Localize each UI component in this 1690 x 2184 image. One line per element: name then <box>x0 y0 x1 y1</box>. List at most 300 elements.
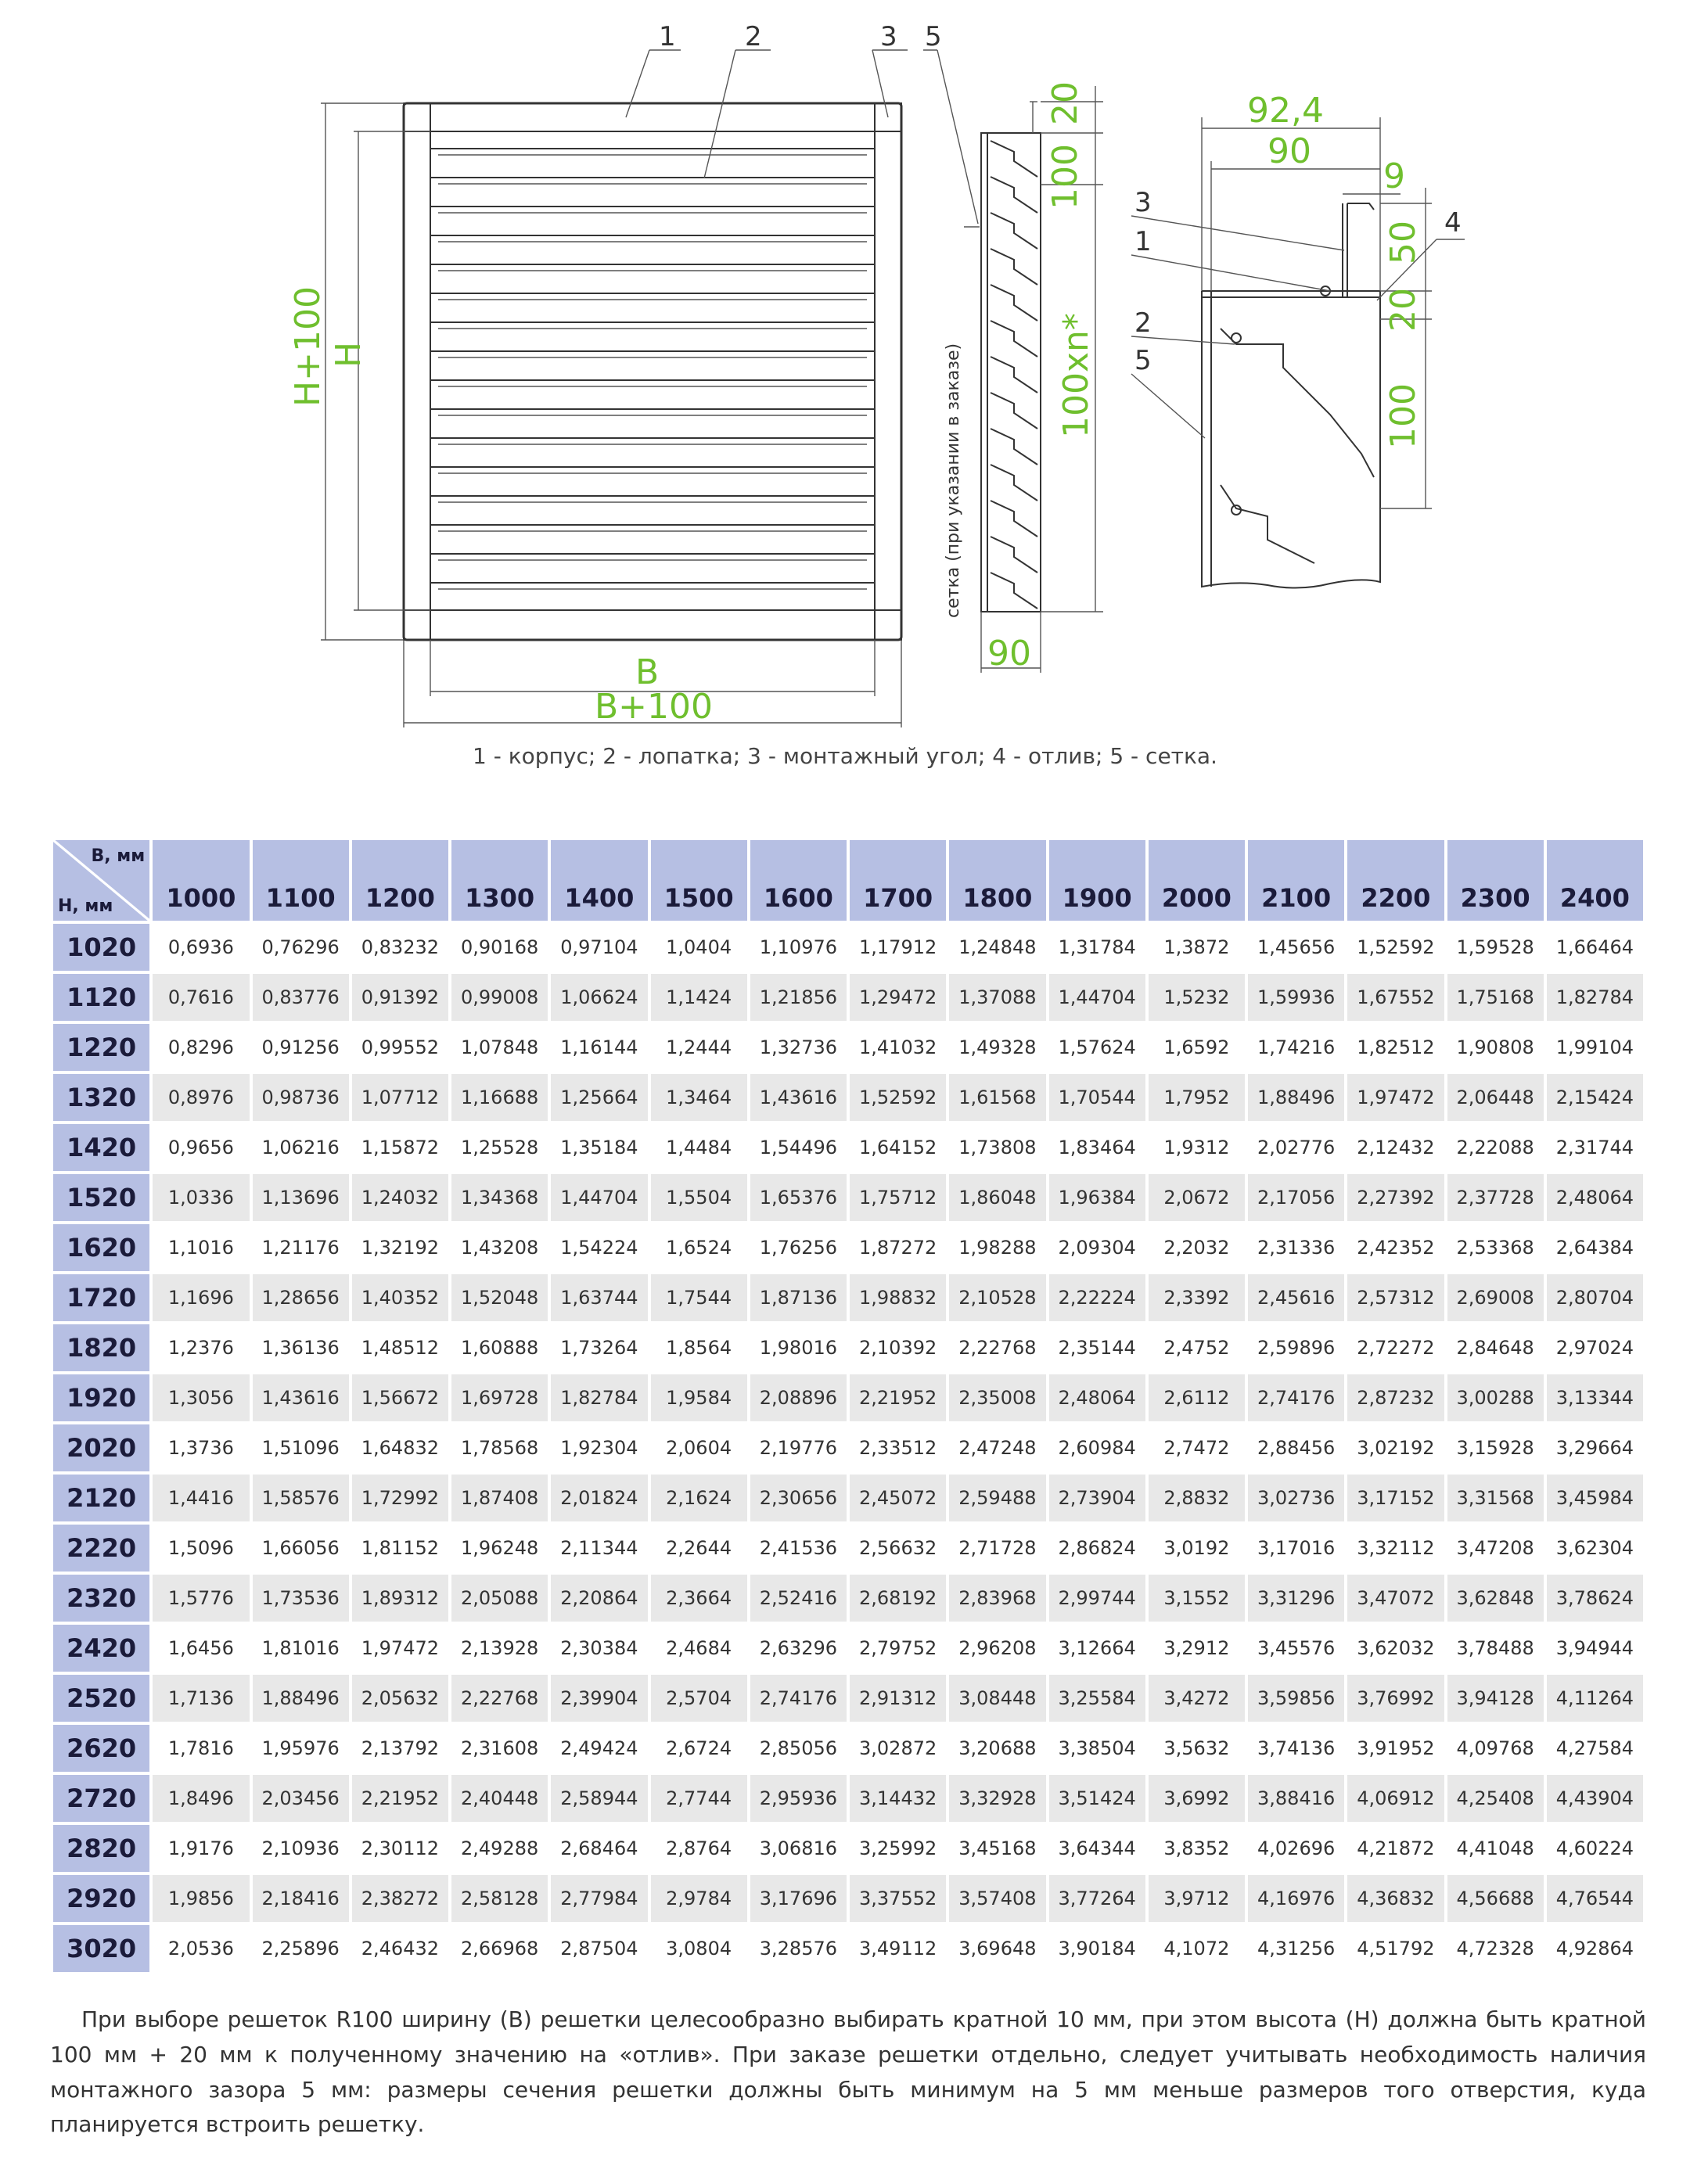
table-cell: 2,22768 <box>949 1324 1045 1371</box>
table-cell: 2,59896 <box>1248 1324 1344 1371</box>
table-cell: 4,31256 <box>1248 1925 1344 1972</box>
table-cell: 3,1552 <box>1149 1575 1245 1622</box>
table-cell: 3,2912 <box>1149 1625 1245 1672</box>
table-cell: 3,90184 <box>1049 1925 1145 1972</box>
table-cell: 1,86048 <box>949 1174 1045 1221</box>
table-cell: 3,12664 <box>1049 1625 1145 1672</box>
table-cell: 2,22224 <box>1049 1274 1145 1321</box>
table-cell: 1,88496 <box>253 1675 349 1722</box>
table-cell: 2,84648 <box>1447 1324 1544 1371</box>
table-row <box>53 1675 1643 1722</box>
table-cell: 4,21872 <box>1347 1825 1444 1872</box>
table-cell: 1,06216 <box>253 1124 349 1171</box>
table-cell: 1,73536 <box>253 1575 349 1622</box>
row-header-h: 1220 <box>53 1024 149 1071</box>
table-cell: 4,41048 <box>1447 1825 1544 1872</box>
table-cell: 3,28576 <box>750 1925 847 1972</box>
table-cell: 3,62304 <box>1547 1525 1643 1572</box>
table-cell: 1,40352 <box>352 1274 448 1321</box>
table-cell: 3,62032 <box>1347 1625 1444 1672</box>
table-cell: 3,4272 <box>1149 1675 1245 1722</box>
dim-b-inner: B <box>635 652 660 692</box>
table-row <box>53 1925 1643 1972</box>
table-cell: 2,3392 <box>1149 1274 1245 1321</box>
table-cell: 4,76544 <box>1547 1875 1643 1922</box>
table-row <box>53 1475 1643 1521</box>
table-cell: 2,13928 <box>451 1625 548 1672</box>
table-cell: 3,91952 <box>1347 1725 1444 1772</box>
detail-dim-90: 90 <box>1268 131 1311 171</box>
table-cell: 1,54224 <box>551 1224 647 1271</box>
table-cell: 4,06912 <box>1347 1775 1444 1822</box>
table-cell: 0,76296 <box>253 924 349 971</box>
table-cell: 2,15424 <box>1547 1074 1643 1121</box>
table-cell: 2,83968 <box>949 1575 1045 1622</box>
column-header-b: 1500 <box>651 840 747 921</box>
table-cell: 2,05632 <box>352 1675 448 1722</box>
table-cell: 2,0604 <box>651 1424 747 1471</box>
detail-callout-2: 2 <box>1134 307 1152 339</box>
table-cell: 2,2032 <box>1149 1224 1245 1271</box>
table-cell: 1,57624 <box>1049 1024 1145 1071</box>
detail-dim-100: 100 <box>1383 383 1423 449</box>
table-cell: 2,74176 <box>1248 1374 1344 1421</box>
corner-b-label: B, мм <box>91 846 146 866</box>
table-cell: 2,30384 <box>551 1625 647 1672</box>
row-header-h: 2620 <box>53 1725 149 1772</box>
table-cell: 2,18416 <box>253 1875 349 1922</box>
table-cell: 1,31784 <box>1049 924 1145 971</box>
table-cell: 1,21856 <box>750 974 847 1021</box>
table-row <box>53 1725 1643 1772</box>
row-header-h: 1620 <box>53 1224 149 1271</box>
table-cell: 2,19776 <box>750 1424 847 1471</box>
table-row <box>53 1024 1643 1071</box>
table-cell: 1,45656 <box>1248 924 1344 971</box>
table-cell: 1,52592 <box>850 1074 946 1121</box>
table-cell: 2,0672 <box>1149 1174 1245 1221</box>
table-cell: 2,48064 <box>1049 1374 1145 1421</box>
table-cell: 1,1016 <box>153 1224 249 1271</box>
table-cell: 4,72328 <box>1447 1925 1544 1972</box>
table-cell: 2,37728 <box>1447 1174 1544 1221</box>
row-header-h: 2220 <box>53 1525 149 1572</box>
table-cell: 2,10392 <box>850 1324 946 1371</box>
table-cell: 0,8296 <box>153 1024 249 1071</box>
table-cell: 2,7472 <box>1149 1424 1245 1471</box>
table-cell: 2,53368 <box>1447 1224 1544 1271</box>
column-header-b: 1000 <box>153 840 249 921</box>
table-cell: 2,31744 <box>1547 1124 1643 1171</box>
table-cell: 4,02696 <box>1248 1825 1344 1872</box>
column-header-b: 1300 <box>451 840 548 921</box>
table-cell: 1,10976 <box>750 924 847 971</box>
column-header-b: 1800 <box>949 840 1045 921</box>
table-cell: 1,5096 <box>153 1525 249 1572</box>
table-cell: 3,77264 <box>1049 1875 1145 1922</box>
table-cell: 3,32112 <box>1347 1525 1444 1572</box>
table-cell: 1,61568 <box>949 1074 1045 1121</box>
table-cell: 3,17696 <box>750 1875 847 1922</box>
table-cell: 2,7744 <box>651 1775 747 1822</box>
table-cell: 1,7816 <box>153 1725 249 1772</box>
table-cell: 2,6112 <box>1149 1374 1245 1421</box>
table-cell: 1,6524 <box>651 1224 747 1271</box>
detail-dim-20: 20 <box>1383 288 1423 332</box>
table-cell: 2,56632 <box>850 1525 946 1572</box>
table-cell: 2,25896 <box>253 1925 349 1972</box>
table-cell: 1,43616 <box>750 1074 847 1121</box>
table-cell: 2,20864 <box>551 1575 647 1622</box>
row-header-h: 2820 <box>53 1825 149 1872</box>
table-cell: 1,95976 <box>253 1725 349 1772</box>
table-cell: 1,2376 <box>153 1324 249 1371</box>
side-dim-20: 20 <box>1045 81 1085 125</box>
table-row <box>53 1525 1643 1572</box>
table-cell: 1,2444 <box>651 1024 747 1071</box>
table-cell: 1,32192 <box>352 1224 448 1271</box>
table-row <box>53 1274 1643 1321</box>
table-cell: 1,16688 <box>451 1074 548 1121</box>
table-cell: 1,24032 <box>352 1174 448 1221</box>
table-cell: 2,03456 <box>253 1775 349 1822</box>
table-cell: 1,4484 <box>651 1124 747 1171</box>
table-cell: 1,43208 <box>451 1224 548 1271</box>
table-cell: 3,25584 <box>1049 1675 1145 1722</box>
table-cell: 1,92304 <box>551 1424 647 1471</box>
row-header-h: 1420 <box>53 1124 149 1171</box>
table-cell: 1,73808 <box>949 1124 1045 1171</box>
table-cell: 2,45072 <box>850 1475 946 1521</box>
table-cell: 1,9312 <box>1149 1124 1245 1171</box>
side-dim-90: 90 <box>987 634 1031 674</box>
table-cell: 2,39904 <box>551 1675 647 1722</box>
side-dim-100n: 100xn* <box>1056 313 1096 438</box>
dim-h-outer: H+100 <box>288 286 328 407</box>
column-header-b: 1200 <box>352 840 448 921</box>
table-cell: 2,4752 <box>1149 1324 1245 1371</box>
table-cell: 1,29472 <box>850 974 946 1021</box>
table-cell: 0,9656 <box>153 1124 249 1171</box>
table-cell: 1,90808 <box>1447 1024 1544 1071</box>
table-cell: 1,98832 <box>850 1274 946 1321</box>
table-cell: 3,06816 <box>750 1825 847 1872</box>
table-cell: 2,60984 <box>1049 1424 1145 1471</box>
table-cell: 2,31336 <box>1248 1224 1344 1271</box>
column-header-b: 1900 <box>1049 840 1145 921</box>
table-cell: 2,12432 <box>1347 1124 1444 1171</box>
table-cell: 0,90168 <box>451 924 548 971</box>
table-row <box>53 1424 1643 1471</box>
table-cell: 2,72272 <box>1347 1324 1444 1371</box>
table-cell: 2,69008 <box>1447 1274 1544 1321</box>
table-cell: 1,3056 <box>153 1374 249 1421</box>
table-cell: 1,96384 <box>1049 1174 1145 1221</box>
table-cell: 4,60224 <box>1547 1825 1643 1872</box>
table-cell: 2,06448 <box>1447 1074 1544 1121</box>
table-cell: 1,7544 <box>651 1274 747 1321</box>
table-cell: 4,11264 <box>1547 1675 1643 1722</box>
table-cell: 2,40448 <box>451 1775 548 1822</box>
row-header-h: 3020 <box>53 1925 149 1972</box>
table-cell: 1,28656 <box>253 1274 349 1321</box>
table-cell: 3,94944 <box>1547 1625 1643 1672</box>
table-cell: 0,91392 <box>352 974 448 1021</box>
front-view <box>288 21 908 727</box>
table-cell: 0,83776 <box>253 974 349 1021</box>
table-cell: 2,9784 <box>651 1875 747 1922</box>
table-cell: 1,6456 <box>153 1625 249 1672</box>
table-cell: 0,99552 <box>352 1024 448 1071</box>
technical-drawing <box>0 0 1690 821</box>
column-header-b: 1100 <box>253 840 349 921</box>
row-header-h: 1820 <box>53 1324 149 1371</box>
row-header-h: 1020 <box>53 924 149 971</box>
table-cell: 1,1696 <box>153 1274 249 1321</box>
table-cell: 2,35008 <box>949 1374 1045 1421</box>
table-cell: 3,0804 <box>651 1925 747 1972</box>
table-cell: 0,91256 <box>253 1024 349 1071</box>
column-header-b: 2100 <box>1248 840 1344 921</box>
corner-h-label: H, мм <box>58 896 113 916</box>
drawing-legend: 1 - корпус; 2 - лопатка; 3 - монтажный угол; 4 - отлив; 5 - сетка. <box>473 743 1217 769</box>
table-cell: 0,8976 <box>153 1074 249 1121</box>
table-cell: 3,45168 <box>949 1825 1045 1872</box>
table-cell: 2,5704 <box>651 1675 747 1722</box>
table-cell: 1,25664 <box>551 1074 647 1121</box>
row-header-h: 2420 <box>53 1625 149 1672</box>
table-cell: 3,13344 <box>1547 1374 1643 1421</box>
column-header-b: 2200 <box>1347 840 1444 921</box>
row-header-h: 1720 <box>53 1274 149 1321</box>
table-cell: 1,4416 <box>153 1475 249 1521</box>
table-cell: 2,68192 <box>850 1575 946 1622</box>
table-row <box>53 1575 1643 1622</box>
table-cell: 2,71728 <box>949 1525 1045 1572</box>
table-cell: 4,56688 <box>1447 1875 1544 1922</box>
row-header-h: 2920 <box>53 1875 149 1922</box>
table-cell: 1,70544 <box>1049 1074 1145 1121</box>
column-header-b: 1400 <box>551 840 647 921</box>
table-cell: 1,72992 <box>352 1475 448 1521</box>
table-cell: 1,51096 <box>253 1424 349 1471</box>
table-cell: 1,3736 <box>153 1424 249 1471</box>
table-cell: 1,1424 <box>651 974 747 1021</box>
table-cell: 1,6592 <box>1149 1024 1245 1071</box>
table-cell: 2,38272 <box>352 1875 448 1922</box>
table-cell: 3,02736 <box>1248 1475 1344 1521</box>
table-cell: 2,85056 <box>750 1725 847 1772</box>
table-cell: 2,27392 <box>1347 1174 1444 1221</box>
table-cell: 1,54496 <box>750 1124 847 1171</box>
table-cell: 1,9856 <box>153 1875 249 1922</box>
table-cell: 1,35184 <box>551 1124 647 1171</box>
detail-callout-3: 3 <box>1134 187 1152 218</box>
table-cell: 2,47248 <box>949 1424 1045 1471</box>
section-callout-5: 5 <box>925 21 942 52</box>
detail-dim-92-4: 92,4 <box>1247 91 1324 131</box>
table-cell: 1,5776 <box>153 1575 249 1622</box>
table-cell: 1,25528 <box>451 1124 548 1171</box>
table-cell: 1,9584 <box>651 1374 747 1421</box>
table-cell: 3,9712 <box>1149 1875 1245 1922</box>
table-cell: 1,59528 <box>1447 924 1544 971</box>
detail-dim-50: 50 <box>1383 221 1423 264</box>
table-cell: 1,16144 <box>551 1024 647 1071</box>
table-cell: 2,41536 <box>750 1525 847 1572</box>
table-cell: 3,45984 <box>1547 1475 1643 1521</box>
table-cell: 1,8496 <box>153 1775 249 1822</box>
detail-callout-5: 5 <box>1134 345 1152 376</box>
table-cell: 3,78488 <box>1447 1625 1544 1672</box>
table-cell: 2,21952 <box>352 1775 448 1822</box>
table-cell: 3,31296 <box>1248 1575 1344 1622</box>
table-cell: 2,0536 <box>153 1925 249 1972</box>
table-cell: 3,02872 <box>850 1725 946 1772</box>
table-cell: 2,96208 <box>949 1625 1045 1672</box>
table-cell: 1,63744 <box>551 1274 647 1321</box>
table-row <box>53 1825 1643 1872</box>
table-cell: 2,11344 <box>551 1525 647 1572</box>
table-cell: 1,8564 <box>651 1324 747 1371</box>
table-cell: 1,83464 <box>1049 1124 1145 1171</box>
table-cell: 2,66968 <box>451 1925 548 1972</box>
table-cell: 3,02192 <box>1347 1424 1444 1471</box>
table-cell: 1,43616 <box>253 1374 349 1421</box>
table-cell: 1,41032 <box>850 1024 946 1071</box>
table-cell: 3,57408 <box>949 1875 1045 1922</box>
table-cell: 2,8764 <box>651 1825 747 1872</box>
table-cell: 3,08448 <box>949 1675 1045 1722</box>
table-cell: 2,22088 <box>1447 1124 1544 1171</box>
table-cell: 2,46432 <box>352 1925 448 1972</box>
table-cell: 2,30112 <box>352 1825 448 1872</box>
table-cell: 1,87408 <box>451 1475 548 1521</box>
table-cell: 3,94128 <box>1447 1675 1544 1722</box>
table-cell: 2,52416 <box>750 1575 847 1622</box>
callout-2: 2 <box>745 21 762 52</box>
table-cell: 0,83232 <box>352 924 448 971</box>
table-cell: 1,0336 <box>153 1174 249 1221</box>
table-cell: 1,56672 <box>352 1374 448 1421</box>
table-cell: 1,81016 <box>253 1625 349 1672</box>
table-cell: 1,48512 <box>352 1324 448 1371</box>
table-cell: 2,49288 <box>451 1825 548 1872</box>
table-cell: 2,57312 <box>1347 1274 1444 1321</box>
table-cell: 2,45616 <box>1248 1274 1344 1321</box>
table-cell: 3,20688 <box>949 1725 1045 1772</box>
table-cell: 3,51424 <box>1049 1775 1145 1822</box>
row-header-h: 2120 <box>53 1475 149 1521</box>
table-cell: 2,6724 <box>651 1725 747 1772</box>
table-cell: 2,4684 <box>651 1625 747 1672</box>
table-cell: 1,7952 <box>1149 1074 1245 1121</box>
table-cell: 2,64384 <box>1547 1224 1643 1271</box>
table-cell: 1,64832 <box>352 1424 448 1471</box>
table-cell: 1,17912 <box>850 924 946 971</box>
table-cell: 1,52592 <box>1347 924 1444 971</box>
table-cell: 2,87504 <box>551 1925 647 1972</box>
weight-table <box>50 837 1646 1975</box>
table-cell: 1,88496 <box>1248 1074 1344 1121</box>
table-cell: 2,77984 <box>551 1875 647 1922</box>
table-cell: 1,06624 <box>551 974 647 1021</box>
table-cell: 0,99008 <box>451 974 548 1021</box>
table-cell: 1,69728 <box>451 1374 548 1421</box>
table-cell: 3,00288 <box>1447 1374 1544 1421</box>
table-cell: 2,49424 <box>551 1725 647 1772</box>
table-cell: 1,75712 <box>850 1174 946 1221</box>
column-header-b: 1700 <box>850 840 946 921</box>
table-cell: 3,47208 <box>1447 1525 1544 1572</box>
table-cell: 1,96248 <box>451 1525 548 1572</box>
table-cell: 2,17056 <box>1248 1174 1344 1221</box>
table-cell: 3,38504 <box>1049 1725 1145 1772</box>
table-cell: 1,24848 <box>949 924 1045 971</box>
table-cell: 3,14432 <box>850 1775 946 1822</box>
table-cell: 2,68464 <box>551 1825 647 1872</box>
table-cell: 1,07712 <box>352 1074 448 1121</box>
table-cell: 1,98288 <box>949 1224 1045 1271</box>
table-cell: 3,6992 <box>1149 1775 1245 1822</box>
table-cell: 1,82784 <box>1547 974 1643 1021</box>
table-cell: 2,22768 <box>451 1675 548 1722</box>
table-cell: 2,8832 <box>1149 1475 1245 1521</box>
table-cell: 1,5232 <box>1149 974 1245 1021</box>
table-cell: 3,47072 <box>1347 1575 1444 1622</box>
dim-h-inner: H <box>329 341 369 368</box>
table-cell: 2,91312 <box>850 1675 946 1722</box>
side-mesh-note: сетка (при указании в заказе) <box>944 343 963 618</box>
table-cell: 1,32736 <box>750 1024 847 1071</box>
table-header-row <box>53 840 1643 921</box>
table-cell: 3,37552 <box>850 1875 946 1922</box>
table-cell: 0,98736 <box>253 1074 349 1121</box>
table-row <box>53 1074 1643 1121</box>
table-cell: 1,64152 <box>850 1124 946 1171</box>
table-cell: 1,52048 <box>451 1274 548 1321</box>
table-cell: 4,16976 <box>1248 1875 1344 1922</box>
table-cell: 4,51792 <box>1347 1925 1444 1972</box>
footnote-text: При выборе решеток R100 ширину (В) решетки целесообразно выбирать кратной 10 мм, при этом высота (Н) должна быть кратной 100 мм + 20 мм к полученному значению на «отлив». При заказе решетки отдельно, следует учитывать необходимость наличия монтажного зазора 5 мм: размеры сечения решетки должны быть минимум на 5 мм меньше размеров того отверстия, куда планируется встроить решетку. <box>50 2006 1646 2138</box>
table-cell: 2,87232 <box>1347 1374 1444 1421</box>
row-header-h: 2720 <box>53 1775 149 1822</box>
table-cell: 2,33512 <box>850 1424 946 1471</box>
side-dim-100: 100 <box>1045 144 1085 210</box>
table-cell: 1,9176 <box>153 1825 249 1872</box>
table-cell: 2,21952 <box>850 1374 946 1421</box>
table-cell: 1,65376 <box>750 1174 847 1221</box>
table-row <box>53 1374 1643 1421</box>
dim-b-outer: B+100 <box>595 687 714 727</box>
row-header-h: 1120 <box>53 974 149 1021</box>
weight-table-container <box>50 837 1646 1975</box>
row-header-h: 2320 <box>53 1575 149 1622</box>
table-cell: 3,74136 <box>1248 1725 1344 1772</box>
table-cell: 1,15872 <box>352 1124 448 1171</box>
table-cell: 3,64344 <box>1049 1825 1145 1872</box>
louvre-blades <box>430 149 875 589</box>
table-cell: 1,67552 <box>1347 974 1444 1021</box>
table-cell: 2,08896 <box>750 1374 847 1421</box>
table-cell: 2,42352 <box>1347 1224 1444 1271</box>
table-row <box>53 1775 1643 1822</box>
table-row <box>53 1124 1643 1171</box>
table-cell: 1,21176 <box>253 1224 349 1271</box>
table-cell: 3,17016 <box>1248 1525 1344 1572</box>
table-cell: 2,88456 <box>1248 1424 1344 1471</box>
table-cell: 1,99104 <box>1547 1024 1643 1071</box>
